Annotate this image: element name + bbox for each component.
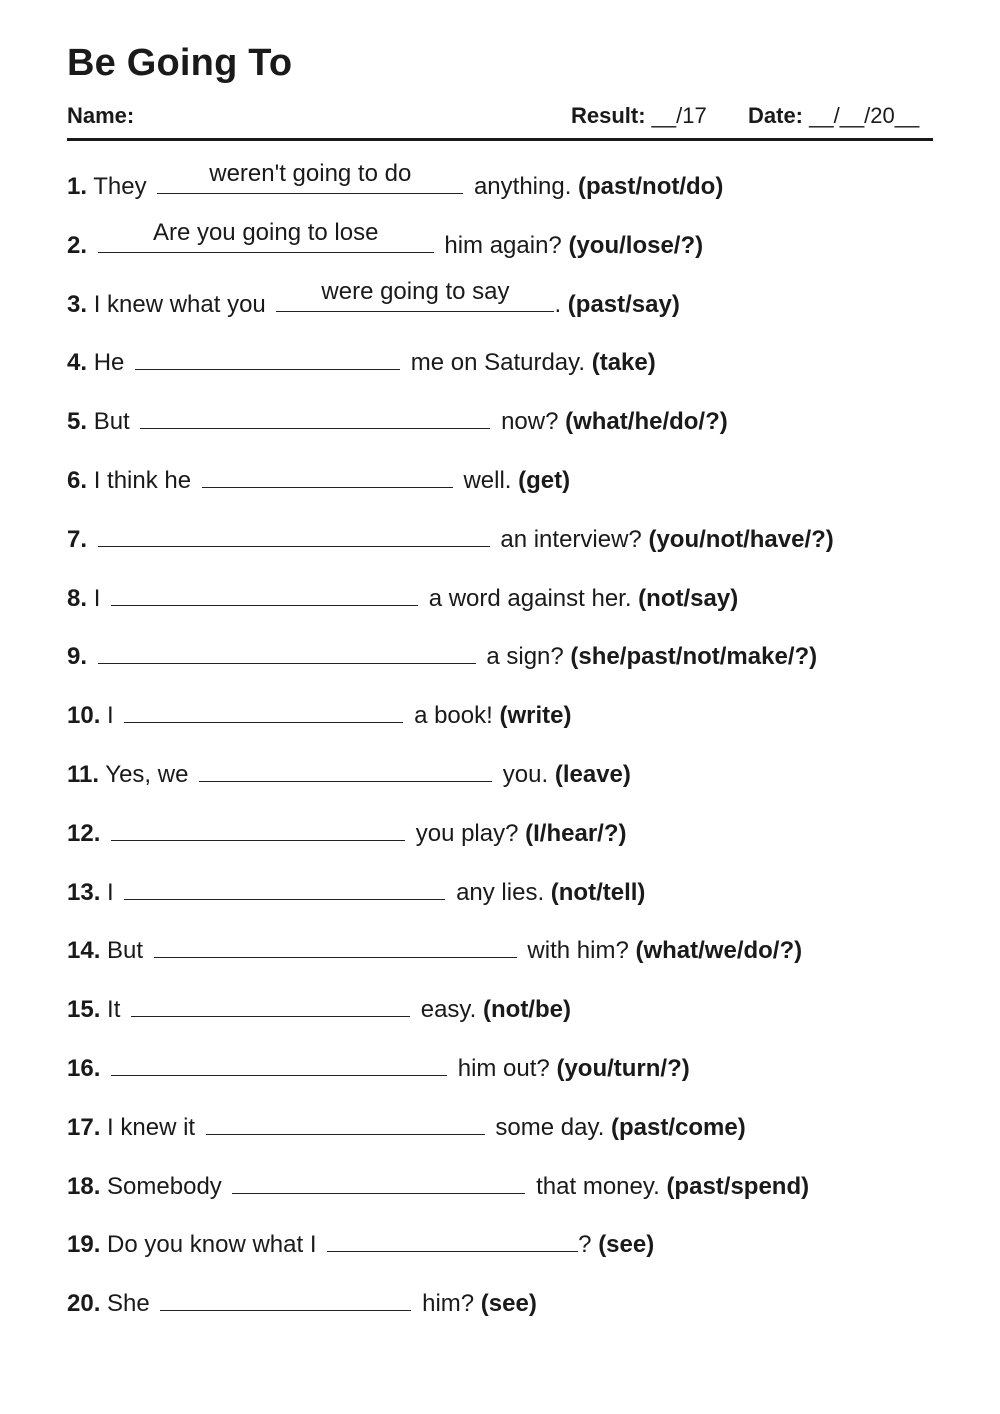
question-number: 14. <box>67 937 101 965</box>
verb-hint: (past/not/do) <box>578 173 724 200</box>
question-item <box>67 930 947 989</box>
question-number: 9. <box>67 643 88 671</box>
question-number: 20. <box>67 1290 101 1318</box>
question-number: 8. <box>67 584 88 612</box>
question-text-before: I think he <box>93 466 192 494</box>
question-text-before: I <box>93 584 101 612</box>
verb-hint: (not/be) <box>483 996 571 1024</box>
question-text-after: ? <box>578 1231 592 1259</box>
question-text-after: . <box>554 290 562 318</box>
question-number: 2. <box>67 231 88 259</box>
question-text-before: I knew what you <box>93 290 266 318</box>
answer-blank[interactable] <box>232 1166 525 1194</box>
question-list <box>67 160 947 1342</box>
question-number: 13. <box>67 878 101 906</box>
answer-blank[interactable] <box>124 695 403 723</box>
question-text-before: I <box>107 878 114 906</box>
answer-blank[interactable] <box>98 519 490 547</box>
verb-hint: (see) <box>598 1231 655 1259</box>
question-text-after: easy. <box>420 996 477 1024</box>
question-item <box>67 578 947 637</box>
verb-hint: (get) <box>518 466 571 494</box>
verb-hint: (I/hear/?) <box>525 819 627 847</box>
question-item <box>67 989 947 1048</box>
verb-hint: (past/say) <box>567 290 680 318</box>
name-label: Name: <box>67 103 135 128</box>
question-text-before: It <box>107 996 121 1024</box>
answer-blank[interactable] <box>124 872 445 900</box>
question-item <box>67 1048 947 1107</box>
answer-blank[interactable] <box>157 160 463 194</box>
question-number: 15. <box>67 996 101 1024</box>
question-text-before: He <box>93 349 125 377</box>
question-text-before: She <box>107 1290 150 1318</box>
question-number: 19. <box>67 1231 101 1259</box>
question-item <box>67 813 947 872</box>
question-item <box>67 1283 947 1342</box>
question-text-after: you. <box>502 760 549 788</box>
question-item <box>67 636 947 695</box>
verb-hint: (she/past/not/make/?) <box>570 643 818 671</box>
question-item <box>67 1107 947 1166</box>
question-item <box>67 754 947 813</box>
question-text-after: him out? <box>457 1054 550 1082</box>
question-text-after: some day. <box>495 1113 605 1141</box>
verb-hint: (see) <box>480 1290 537 1318</box>
question-text-after: him again? <box>444 231 562 259</box>
verb-hint: (past/spend) <box>666 1172 810 1200</box>
answer-blank[interactable] <box>131 989 410 1017</box>
question-text-before: They <box>93 173 147 200</box>
question-item <box>67 1166 947 1225</box>
question-text-before: But <box>107 937 144 965</box>
answer-blank[interactable] <box>154 930 517 958</box>
question-text-after: anything. <box>473 173 572 200</box>
question-text-after: a word against her. <box>428 584 632 612</box>
question-text-before: I knew it <box>107 1113 196 1141</box>
question-text-after: now? <box>501 408 559 436</box>
question-text-after: a sign? <box>486 643 564 671</box>
question-text-after: him? <box>422 1290 475 1318</box>
answer-blank[interactable] <box>111 578 418 606</box>
answer-blank[interactable] <box>111 813 405 841</box>
question-item <box>67 519 947 578</box>
answer-blank[interactable] <box>135 342 400 370</box>
question-item <box>67 460 947 519</box>
verb-hint: (past/come) <box>611 1113 746 1141</box>
verb-hint: (leave) <box>554 760 631 788</box>
question-number: 16. <box>67 1054 101 1082</box>
question-item <box>67 695 947 754</box>
answer-blank[interactable] <box>160 1283 411 1311</box>
answer-text: were going to say <box>321 277 510 305</box>
verb-hint: (you/lose/?) <box>568 231 704 259</box>
answer-blank[interactable] <box>202 460 453 488</box>
verb-hint: (not/say) <box>638 584 739 612</box>
question-number: 10. <box>67 702 101 730</box>
answer-text: Are you going to lose <box>152 218 379 246</box>
result-value: __/17 <box>645 103 707 128</box>
question-item <box>67 1224 947 1283</box>
question-text-after: an interview? <box>500 525 642 553</box>
answer-blank[interactable] <box>98 636 476 664</box>
question-number: 12. <box>67 819 101 847</box>
question-item <box>67 218 947 284</box>
answer-blank[interactable] <box>98 218 434 253</box>
question-number: 7. <box>67 525 88 553</box>
question-item <box>67 160 947 225</box>
answer-blank[interactable] <box>327 1224 578 1252</box>
question-text-after: a book! <box>414 702 493 730</box>
question-text-after: me on Saturday. <box>410 349 586 377</box>
question-text-after: well. <box>463 466 512 494</box>
question-number: 11. <box>67 760 100 788</box>
question-number: 4. <box>67 349 88 377</box>
question-number: 17. <box>67 1113 101 1141</box>
answer-blank[interactable] <box>206 1107 485 1135</box>
result-label: Result: <box>571 103 646 128</box>
date-label: Date: <box>748 103 804 128</box>
page-title: Be Going To <box>67 42 293 84</box>
answer-blank[interactable] <box>111 1048 447 1076</box>
verb-hint: (what/he/do/?) <box>565 408 728 436</box>
question-text-before: Somebody <box>107 1172 222 1200</box>
question-item <box>67 277 947 343</box>
verb-hint: (write) <box>499 702 572 730</box>
question-text-after: that money. <box>536 1172 660 1200</box>
question-text-after: you play? <box>415 819 519 847</box>
question-text-after: any lies. <box>456 878 545 906</box>
verb-hint: (take) <box>591 349 656 377</box>
answer-blank[interactable] <box>199 754 492 782</box>
date-value: __/__/20__ <box>803 103 920 128</box>
question-number: 1. <box>67 173 88 200</box>
question-text-after: with him? <box>527 937 629 965</box>
question-text-before: But <box>93 408 130 436</box>
question-number: 3. <box>67 290 88 318</box>
verb-hint: (what/we/do/?) <box>635 937 803 965</box>
question-number: 18. <box>67 1172 101 1200</box>
question-item <box>67 401 947 460</box>
answer-blank[interactable] <box>140 401 490 429</box>
verb-hint: (you/not/have/?) <box>648 525 834 553</box>
question-text-before: I <box>107 702 114 730</box>
question-number: 6. <box>67 466 88 494</box>
result-field <box>571 102 707 130</box>
verb-hint: (not/tell) <box>550 878 646 906</box>
header-divider <box>67 138 933 141</box>
question-item <box>67 872 947 931</box>
question-item <box>67 342 947 401</box>
answer-text: weren't going to do <box>209 160 412 187</box>
answer-blank[interactable] <box>276 277 554 312</box>
date-field <box>748 102 919 130</box>
question-number: 5. <box>67 408 88 436</box>
question-text-before: Do you know what I <box>107 1231 317 1259</box>
worksheet-header <box>67 102 933 130</box>
verb-hint: (you/turn/?) <box>556 1054 690 1082</box>
question-text-before: Yes, we <box>105 760 189 788</box>
